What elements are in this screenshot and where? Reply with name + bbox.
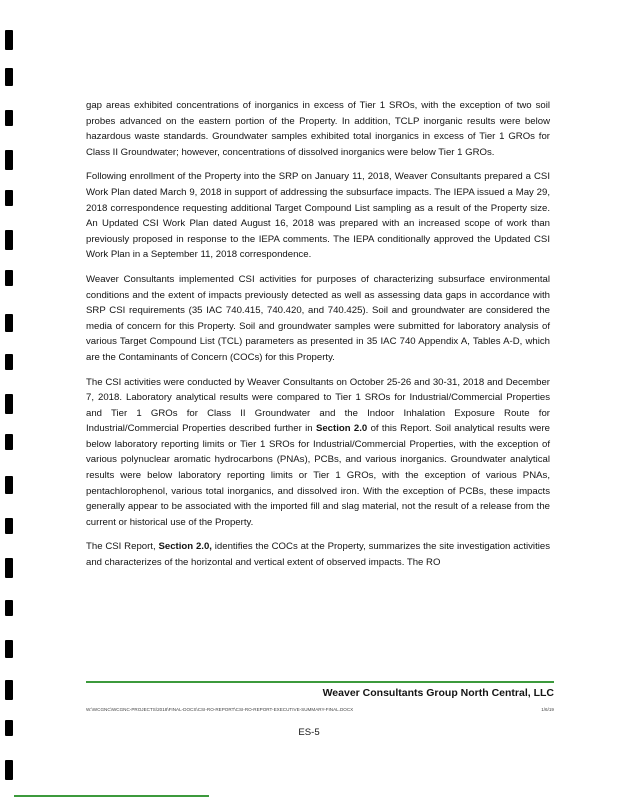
scan-binding-marks xyxy=(5,24,14,794)
binding-mark xyxy=(5,270,13,286)
binding-mark xyxy=(5,760,13,780)
paragraph xyxy=(86,375,550,531)
binding-mark xyxy=(5,354,13,370)
text-run: of this Report. Soil analytical results were below laboratory reporting limits or Tier 1 SROs for Industrial/Commercial Properties, with the exception of various polynuclear aromatic hydrocarbons (PNAs), PCBs, and various inorganics. Groundwater analytical results were below laboratory reporting limits or Tier 1 GROs, with the exception of various PNAs, pentachlorophenol, various total inorganics, and dissolved iron. With the exception of PCBs, these impacts generally appear to be associated with the imported fill and slag material, not the result of a release from the current or historical use of the Property. xyxy=(86,423,551,528)
page-number: ES-5 xyxy=(298,727,320,738)
paragraph: Weaver Consultants implemented CSI activities for purposes of characterizing subsurface environmental conditions and the extent of impacts previously detected as well as assessing data gaps in accordance with SRP CSI requirements (35 IAC 740.415, 740.420, and 740.425). Soil and groundwater are considered the media of concern for this Property. Soil and groundwater samples were submitted for laboratory analysis of various Target Compound List (TCL) parameters as presented in 35 IAC 740 Appendix A, Tables A-D, which are the Contaminants of Concern (COCs) for this Property. xyxy=(86,273,550,363)
binding-mark xyxy=(5,190,13,206)
footer-divider xyxy=(86,681,554,683)
binding-mark xyxy=(5,68,13,86)
footer-date: 1/6/19 xyxy=(541,707,554,712)
paragraph: gap areas exhibited concentrations of inorganics in excess of Tier 1 SROs, with the exception of two soil probes advanced on the eastern portion of the Property. In addition, TCLP inorganic results were below hazardous waste standards. Groundwater samples exhibited total inorganics in excess of Tier 1 GROs for Class II Groundwater; however, concentrations of dissolved inorganics were below Tier 1 GROs. xyxy=(86,100,550,158)
binding-mark xyxy=(5,518,13,534)
paragraph xyxy=(86,539,550,570)
paragraph: Following enrollment of the Property into the SRP on January 11, 2018, Weaver Consultants prepared a CSI Work Plan dated March 9, 2018 in support of addressing the subsurface impacts. The IEPA issued a May 29, 2018 correspondence requesting additional Target Compound List sampling as a result of the Property size. An Updated CSI Work Plan dated August 16, 2018 was prepared with an increased scope of work than previously proposed in response to the IEPA comments. The IEPA conditionally approved the Updated CSI Work Plan in a September 11, 2018 correspondence. xyxy=(86,171,550,261)
text-run: The CSI Report, xyxy=(86,541,159,553)
binding-mark xyxy=(5,558,13,578)
binding-mark xyxy=(5,230,13,250)
footer-file-path: W:\WCGNC\WCGNC-PROJECTS\2018\FINAL-DOCS\CSI-RO-REPORT\CSI-RO-REPORT-EXECUTIVE-SUMMARY-FINAL.DOCX xyxy=(86,707,354,712)
binding-mark xyxy=(5,30,13,50)
text-run: identifies the COCs at the Property, summarizes the site investigation activities and characterizes of the horizontal and vertical extent of observed impacts. The RO xyxy=(86,541,550,569)
binding-mark xyxy=(5,600,13,616)
footer-company-name: Weaver Consultants Group North Central, LLC xyxy=(322,687,554,699)
text-run: The CSI activities were conducted by Weaver Consultants on October 25-26 and 30-31, 2018 and December 7, 2018. Laboratory analytical results were compared to Tier 1 SROs for Industrial/Commercial Properties and Tier 1 GROs for Class II Groundwater and the Indoor Inhalation Exposure Route for Industrial/Commercial Properties described further in xyxy=(86,376,550,435)
binding-mark xyxy=(5,394,13,414)
binding-mark xyxy=(5,476,13,494)
document-body xyxy=(86,98,550,580)
binding-mark xyxy=(5,640,13,658)
binding-mark xyxy=(5,314,13,332)
section-reference: Section 2.0, xyxy=(158,541,212,553)
binding-mark xyxy=(5,110,13,126)
binding-mark xyxy=(5,150,13,170)
binding-mark xyxy=(5,434,13,450)
scan-edge-line xyxy=(14,795,209,797)
section-reference: Section 2.0 xyxy=(315,423,368,435)
binding-mark xyxy=(5,680,13,700)
